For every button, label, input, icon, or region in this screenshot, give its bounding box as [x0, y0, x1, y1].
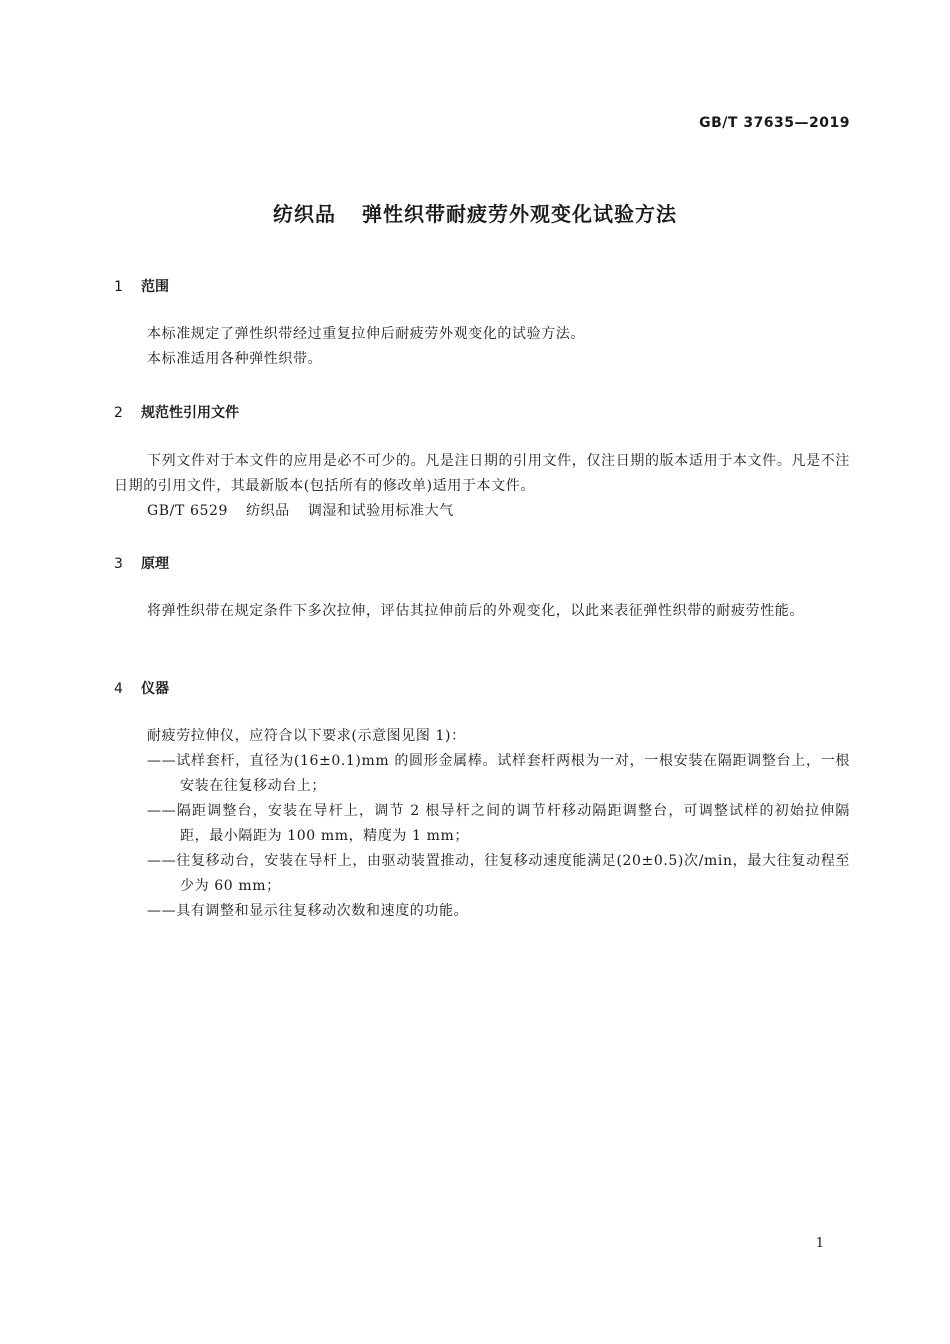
page-number: 1 [815, 1236, 824, 1251]
document-title [0, 198, 950, 227]
section-number: 2 [114, 405, 123, 421]
standard-code: GB/T 37635—2019 [699, 115, 850, 131]
section-number: 1 [114, 279, 123, 295]
section-heading-scope [114, 276, 169, 296]
section-title: 范围 [141, 279, 169, 295]
reference-entry [147, 499, 454, 524]
section-number: 4 [114, 681, 123, 697]
section-heading-apparatus [114, 678, 169, 698]
references-paragraph: 下列文件对于本文件的应用是必不可少的。凡是注日期的引用文件，仅注日期的版本适用于本文件。凡是不注日期的引用文件，其最新版本(包括所有的修改单)适用于本文件。 [114, 453, 850, 494]
apparatus-item: ——试样套杆，直径为(16±0.1)mm 的圆形金属棒。试样套杆两根为一对，一根安装在隔距调整台上，一根安装在往复移动台上； [147, 753, 850, 794]
reference-code: GB/T 6529 [147, 503, 229, 519]
title-part-1: 纺织品 [273, 202, 336, 226]
section-heading-principle [114, 553, 169, 573]
section-heading-normative-references [114, 402, 239, 422]
scope-paragraph-2: 本标准适用各种弹性织带。 [147, 351, 323, 367]
apparatus-intro: 耐疲劳拉伸仪，应符合以下要求(示意图见图 1)： [147, 728, 466, 744]
section-title: 规范性引用文件 [141, 405, 239, 421]
reference-title-a: 纺织品 [246, 503, 290, 519]
apparatus-item: ——隔距调整台，安装在导杆上，调节 2 根导杆之间的调节杆移动隔距调整台，可调整试样的初始拉伸隔距，最小隔距为 100 mm，精度为 1 mm； [147, 803, 850, 844]
apparatus-item: ——往复移动台，安装在导杆上，由驱动装置推动，往复移动速度能满足(20±0.5)次/min，最大往复动程至少为 60 mm； [147, 853, 850, 894]
section-number: 3 [114, 556, 123, 572]
scope-paragraph-1: 本标准规定了弹性织带经过重复拉伸后耐疲劳外观变化的试验方法。 [147, 326, 585, 342]
title-part-2: 弹性织带耐疲劳外观变化试验方法 [362, 202, 677, 226]
reference-title-b: 调湿和试验用标准大气 [307, 503, 454, 519]
apparatus-item: ——具有调整和显示往复移动次数和速度的功能。 [147, 903, 469, 919]
section-title: 仪器 [141, 681, 169, 697]
section-title: 原理 [141, 556, 169, 572]
principle-paragraph: 将弹性织带在规定条件下多次拉伸，评估其拉伸前后的外观变化，以此来表征弹性织带的耐疲劳性能。 [147, 603, 804, 619]
